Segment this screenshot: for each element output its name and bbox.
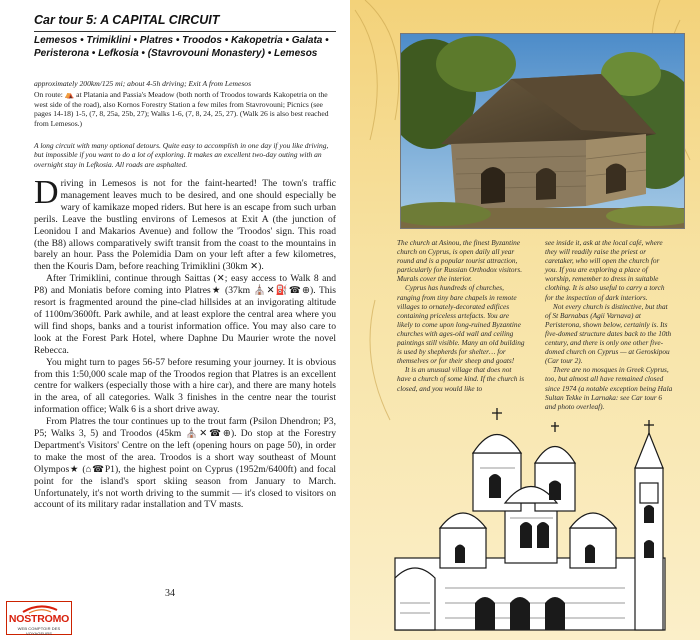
caption-right-paragraph: see inside it, ask at the local café, where they will readily raise the priest or caretaker, who will open the church for you. If you are exploring a place of worship, remember to dress in suitable clothing. It is also useful to carry a torch for the inspection of dark interiors. [545, 238, 665, 302]
logo-name: NOSTROMO [8, 613, 70, 625]
logo-tagline: WEB COMPTOIR DES VOYAGEURS [17, 626, 61, 636]
paragraph-4: From Platres the tour continues up to the trout farm (Psilon Dhendron; P3, P5; Walks 3, 5) and Troodos (45km ⛪✕☎⊕). Do stop at the Forestry Department's Visitors' Centre on the left (opening hours on page 50), in order to make the most of the area. Troodos is a short way southeast of Mount Olympos★ (⌂☎P1), the highest point on Cyprus (1952m/6400ft) and focal point for the island's sport skiing season from January to March. Unfortunately, it's not worth driving to the summit — it's closed to visitors on account of its military radar installation and TV masts. [34, 416, 336, 511]
paragraph-3: You might turn to pages 56-57 before resuming your journey. It is obvious from this 1:50,000 scale map of the Troodos region that Platres is an excellent centre for walkers (especially those with a hire car), and there are many hotels in the area, of all categories. Walk 3 finishes in the centre near the tourist information office; Walk 6 is a short drive away. [34, 356, 336, 416]
tour-route: Lemesos • Trimiklini • Platres • Troodos • Kakopetria • Galata • Peristerona • Lefkosia • (Stavrovouni Monastery) • Lemesos [34, 35, 329, 59]
logo-swoosh-icon [21, 604, 59, 614]
caption-right-paragraph: Not every church is distinctive, but that of St Barnabas (Agii Varnava) at Peristerona, shown below, certainly is. Its five-domed structure dates back to the 10th century, and there is only one other five-domed church on Cyprus — at Geroskipou (Car tour 2). [545, 301, 672, 366]
paragraph-2: After Trimiklini, continue through Saittas (✕; easy access to Walk 8 and P8) and Moniatis before coming into Platres★ (37km ⛪✕⛽☎⊕). This resort is fragmented around the pine-clad hillsides at an invigorating altitude of 1100m/3600ft. Park awhile, and at least explore the central area where you will find shops, banks and a tourist information office. You may also care to look at the Forest Park Hotel, where Daphne Du Maurier wrote the novel Rebecca. [34, 273, 336, 356]
on-route-info: On route: ⛺ at Platania and Passia's Meadow (both north of Troodos towards Kakopetria on the west side of the road), also Kornos Forestry Station a few miles from Stavrovouni; Picnics (see pages 14-18) 1-5, (7, 8, 25a, 25b, 27); Walks 1-6, (7, 8, 24, 25, 27). (Walk 26 is also best reached from Lemesos.) [34, 90, 329, 128]
caption-left-paragraph: Cyprus has hundreds of churches, ranging from tiny bare chapels in remote villages to ornately-decorated edifices containing priceless artefacts. You are likely to come upon long-ruined Byzantine churches with ages-old wall and ceiling paintings still visible. Many an old building is used by shepherds for shelter… for themselves or for their sheep and goats! [397, 283, 525, 366]
caption-left-column [397, 238, 525, 393]
church-drawing [385, 408, 690, 634]
nostromo-logo[interactable] [6, 601, 72, 635]
page-number: 34 [165, 588, 175, 599]
tour-distance: approximately 200km/125 mi; about 4-5h driving; Exit A from Lemesos [34, 79, 252, 88]
title-rule [34, 31, 336, 32]
paragraph-1: Driving in Lemesos is not for the faint-hearted! The town's traffic management leaves much to be desired, and one should especially be wary of kamikaze moped riders. But here is an escape from such urban perils. Leave the bustling environs of Lemesos at Exit A (the junction of Leonidou I and Makarios Avenue) and follow the 'Troodos' sign. This road (the B8) allows comparatively swift transit from the coast to the mountains in barely an hour. Pass the Polemidia Dam on your left after a few kilometres, then the Kouris Dam, before reaching Trimiklini (30km ✕). [34, 174, 336, 273]
drop-cap: D [34, 174, 59, 211]
tour-note: A long circuit with many optional detours. Quite easy to accomplish in one day if you like driving, but impossible if you want to do a lot of exploring. It makes an excellent two-day outing with an overnight stay in Lefkosia. All roads are asphalted. [34, 141, 329, 169]
body-text [34, 174, 336, 511]
church-photo [400, 33, 685, 229]
caption-right-column [545, 238, 673, 411]
tour-title: Car tour 5: A CAPITAL CIRCUIT [34, 13, 220, 27]
caption-right-paragraph: There are no mosques in Greek Cyprus, too, but almost all have remained closed since 1974 (a notable exception being Hala Sultan Tekke in Larnaka: see Car tour 6 and photo overleaf). [545, 365, 673, 411]
church-photo-image [401, 34, 685, 229]
caption-left-paragraph: It is an unusual village that does not have a church of some kind. If the church is closed, and you would like to [397, 365, 525, 393]
caption-left-paragraph: The church at Asinou, the finest Byzantine church on Cyprus, is open daily all year round and is a popular tourist attraction, particularly for Russian Orthodox visitors. Murals cover the interior. [397, 238, 523, 284]
